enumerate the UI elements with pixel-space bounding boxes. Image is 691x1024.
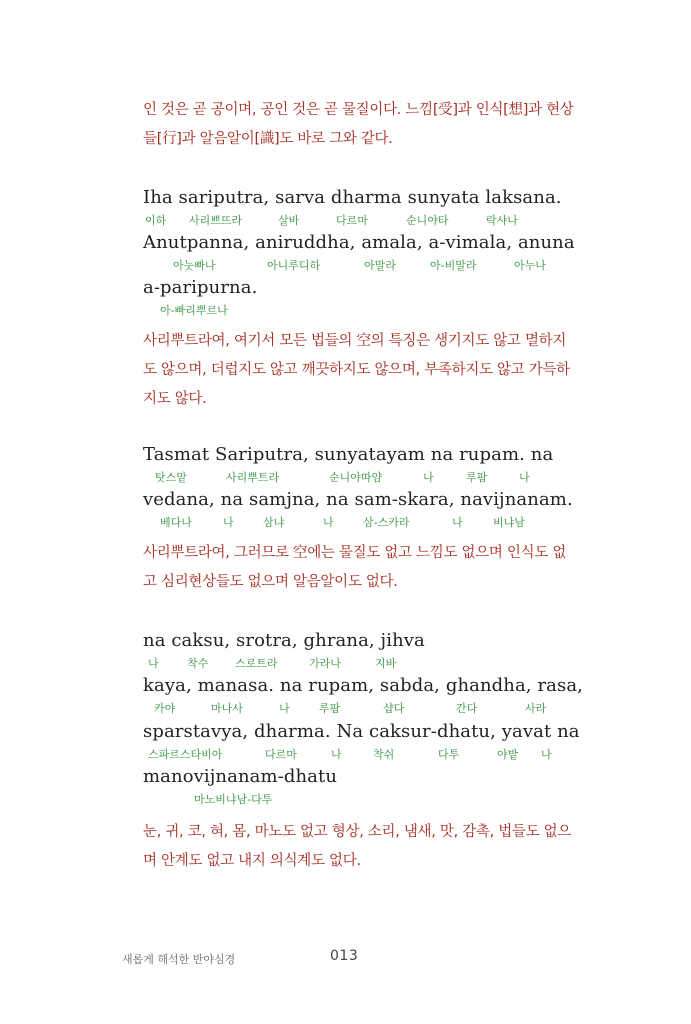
- pronunciation-line-2: [143, 257, 583, 273]
- sanskrit-line-4: [143, 444, 583, 470]
- paragraph-line: 인 것은 곧 공이며, 공인 것은 곧 물질이다. 느낌[受]과 인식[想]과 현상: [143, 102, 574, 118]
- book-title: 새롭게 해석한 반야심경: [122, 953, 236, 966]
- pronunciation-word: 아누나: [514, 259, 546, 272]
- pronunciation-word: 착쉬: [373, 748, 395, 761]
- pronunciation-word: 나: [223, 516, 234, 529]
- pronunciation-word: 나: [541, 748, 552, 761]
- korean-paragraph-3: [143, 539, 583, 597]
- paragraph-line: 지도 않다.: [143, 391, 207, 407]
- sanskrit-line-2: [143, 232, 583, 258]
- pronunciation-word: 나: [331, 748, 342, 761]
- pronunciation-word: 베다나: [160, 516, 192, 529]
- pronunciation-word: 락샤나: [486, 214, 518, 227]
- pronunciation-word: 카야: [154, 702, 176, 715]
- romanized-text: manovijnanam-dhatu: [143, 766, 338, 787]
- pronunciation-word: 간다: [456, 702, 478, 715]
- romanized-text: Tasmat Sariputra, sunyatayam na rupam. na: [143, 444, 554, 465]
- pronunciation-word: 마노비냐남-다투: [194, 793, 273, 806]
- pronunciation-word: 사리쁘뜨라: [189, 214, 243, 227]
- pronunciation-word: 순니야타: [406, 214, 449, 227]
- korean-paragraph-1: [143, 96, 583, 154]
- paragraph-line: 사리뿌트라여, 여기서 모든 법들의 空의 특징은 생기지도 않고 멸하지: [143, 333, 567, 349]
- pronunciation-word: 이하: [145, 214, 167, 227]
- pronunciation-word: 아니루디하: [267, 259, 321, 272]
- pronunciation-word: 다르마: [336, 214, 368, 227]
- pronunciation-line-8: [143, 746, 583, 762]
- korean-paragraph-2: [143, 327, 583, 414]
- romanized-text: na caksu, srotra, ghrana, jihva: [143, 630, 425, 651]
- pronunciation-word: 아-비말라: [430, 259, 477, 272]
- sanskrit-line-8: [143, 721, 583, 747]
- pronunciation-word: 루팜: [319, 702, 341, 715]
- pronunciation-word: 아말라: [364, 259, 396, 272]
- pronunciation-word: 사라: [525, 702, 547, 715]
- pronunciation-line-9: [143, 791, 583, 807]
- pronunciation-word: 살바: [278, 214, 300, 227]
- pronunciation-word: 아-빠리뿌르나: [160, 304, 228, 317]
- pronunciation-line-6: [143, 655, 583, 671]
- sanskrit-line-1: [143, 187, 583, 213]
- sanskrit-line-7: [143, 675, 583, 701]
- pronunciation-word: 샵다: [383, 702, 405, 715]
- pronunciation-word: 삼냐: [263, 516, 285, 529]
- pronunciation-word: 야밭: [497, 748, 519, 761]
- pronunciation-word: 나: [452, 516, 463, 529]
- sanskrit-line-6: [143, 630, 583, 656]
- pronunciation-word: 삼-스카라: [363, 516, 410, 529]
- pronunciation-word: 마나사: [211, 702, 243, 715]
- pronunciation-word: 나: [519, 471, 530, 484]
- korean-paragraph-4: [143, 818, 583, 876]
- pronunciation-word: 다투: [438, 748, 460, 761]
- romanized-text: kaya, manasa. na rupam, sabda, ghandha, rasa,: [143, 675, 583, 696]
- pronunciation-line-7: [143, 700, 583, 716]
- paragraph-line: 며 안계도 없고 내지 의식계도 없다.: [143, 853, 361, 869]
- pronunciation-line-1: [143, 212, 583, 228]
- pronunciation-line-3: [143, 302, 583, 318]
- pronunciation-word: 스파르스타비아: [148, 748, 223, 761]
- sanskrit-line-3: [143, 277, 583, 303]
- romanized-text: sparstavya, dharma. Na caksur-dhatu, yavat na: [143, 721, 580, 742]
- pronunciation-word: 다르마: [265, 748, 297, 761]
- paragraph-line: 눈, 귀, 코, 혀, 몸, 마노도 없고 형상, 소리, 냄새, 맛, 감촉, 법들도 없으: [143, 824, 572, 840]
- romanized-text: Anutpanna, aniruddha, amala, a-vimala, anuna: [143, 232, 575, 253]
- pronunciation-word: 나: [323, 516, 334, 529]
- pronunciation-word: 루팜: [466, 471, 488, 484]
- page-number: 013: [330, 948, 359, 964]
- paragraph-line: 고 심리현상들도 없으며 알음알이도 없다.: [143, 574, 398, 590]
- pronunciation-word: 아눗빠나: [173, 259, 216, 272]
- pronunciation-word: 스로트라: [235, 657, 278, 670]
- pronunciation-word: 사리뿌트라: [226, 471, 280, 484]
- pronunciation-word: 나: [148, 657, 159, 670]
- pronunciation-word: 나: [279, 702, 290, 715]
- pronunciation-line-5: [143, 514, 583, 530]
- romanized-text: a-paripurna.: [143, 277, 258, 298]
- pronunciation-word: 탓스맡: [155, 471, 187, 484]
- pronunciation-word: 나: [423, 471, 434, 484]
- paragraph-line: 사리뿌트라여, 그러므로 空에는 물질도 없고 느낌도 없으며 인식도 없: [143, 545, 567, 561]
- sanskrit-line-5: [143, 489, 583, 515]
- pronunciation-word: 가라나: [309, 657, 341, 670]
- pronunciation-word: 지바: [375, 657, 397, 670]
- pronunciation-word: 순니야따얌: [329, 471, 383, 484]
- pronunciation-word: 착수: [187, 657, 209, 670]
- paragraph-line: 들[行]과 알음알이[識]도 바로 그와 같다.: [143, 131, 393, 147]
- paragraph-line: 도 않으며, 더럽지도 않고 깨끗하지도 않으며, 부족하지도 않고 가득하: [143, 362, 570, 378]
- pronunciation-word: 비냐남: [493, 516, 525, 529]
- romanized-text: vedana, na samjna, na sam-skara, navijnanam.: [143, 489, 573, 510]
- pronunciation-line-4: [143, 469, 583, 485]
- romanized-text: Iha sariputra, sarva dharma sunyata laksana.: [143, 187, 562, 208]
- sanskrit-line-9: [143, 766, 583, 792]
